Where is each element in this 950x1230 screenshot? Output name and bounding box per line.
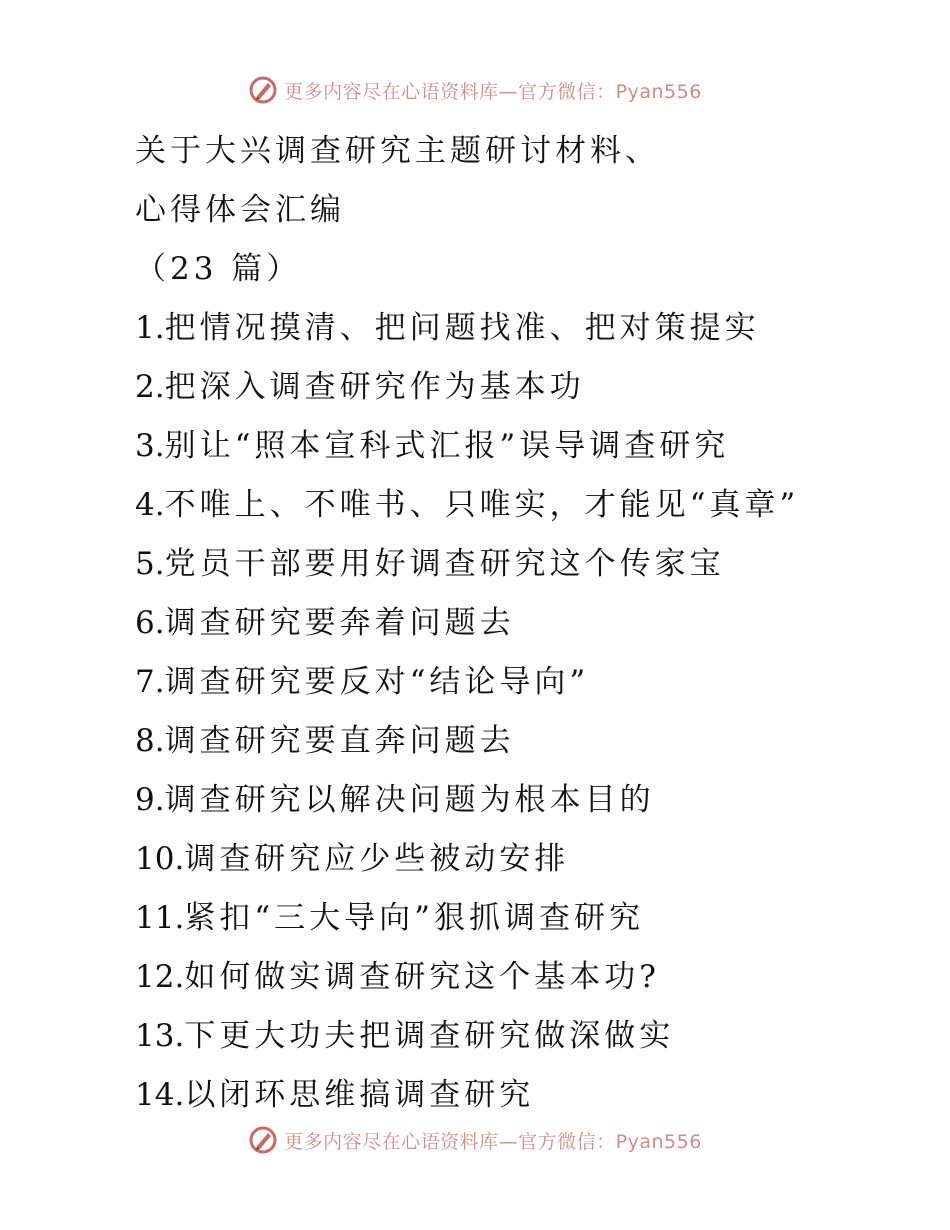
list-item-text: 如何做实调查研究这个基本功? [184, 959, 660, 995]
list-item-number: 8. [135, 723, 165, 759]
watermark-footer [0, 1120, 950, 1160]
list-item-number: 3. [135, 428, 165, 464]
list-item [135, 358, 915, 417]
list-item [135, 948, 915, 1007]
pen-logo-icon [248, 75, 278, 105]
list-item-text: 把情况摸清、把问题找准、把对策提实 [164, 310, 760, 346]
list-item-text: 调查研究要奔着问题去 [164, 605, 515, 641]
document-title-line-2: 心得体会汇编 [135, 192, 345, 228]
document-title-line-1: 关于大兴调查研究主题研讨材料、 [135, 133, 660, 169]
watermark-text: 更多内容尽在心语资料库—官方微信：Pyan556 [284, 80, 702, 103]
list-item-text: 调查研究要反对“结论导向” [164, 664, 590, 700]
list-item [135, 535, 915, 594]
pen-logo-icon [248, 1125, 278, 1155]
list-item-text: 紧扣“三大导向”狠抓调查研究 [184, 900, 645, 936]
list-item [135, 417, 915, 476]
list-item-number: 5. [135, 546, 165, 582]
list-item [135, 1066, 915, 1125]
list-item [135, 889, 915, 948]
table-of-contents [135, 299, 915, 1125]
list-item-number: 2. [135, 369, 165, 405]
list-item [135, 476, 915, 535]
list-item [135, 712, 915, 771]
document-count: （23 篇） [135, 251, 302, 287]
list-item [135, 830, 915, 889]
list-item-number: 10. [135, 841, 185, 877]
list-item [135, 653, 915, 712]
list-item [135, 594, 915, 653]
list-item-text: 调查研究以解决问题为根本目的 [164, 782, 655, 818]
list-item-number: 13. [135, 1018, 185, 1054]
list-item-text: 以闭环思维搞调查研究 [184, 1077, 535, 1113]
list-item-number: 1. [135, 310, 165, 346]
list-item-text: 下更大功夫把调查研究做深做实 [184, 1018, 675, 1054]
list-item-number: 12. [135, 959, 185, 995]
list-item-text: 把深入调查研究作为基本功 [164, 369, 585, 405]
list-item [135, 299, 915, 358]
list-item-number: 9. [135, 782, 165, 818]
list-item-text: 调查研究应少些被动安排 [184, 841, 570, 877]
list-item-number: 6. [135, 605, 165, 641]
list-item-number: 11. [135, 900, 185, 936]
list-item-text: 党员干部要用好调查研究这个传家宝 [164, 546, 725, 582]
document-body [135, 122, 915, 1125]
list-item-number: 4. [135, 487, 165, 523]
list-item-text: 调查研究要直奔问题去 [164, 723, 515, 759]
list-item-number: 14. [135, 1077, 185, 1113]
watermark-header [0, 70, 950, 110]
list-item-number: 7. [135, 664, 165, 700]
list-item-text: 不唯上、不唯书、只唯实，才能见“真章” [164, 487, 800, 523]
list-item-text: 别让“照本宣科式汇报”误导调查研究 [164, 428, 730, 464]
list-item [135, 771, 915, 830]
watermark-text: 更多内容尽在心语资料库—官方微信：Pyan556 [284, 1130, 702, 1153]
list-item [135, 1007, 915, 1066]
